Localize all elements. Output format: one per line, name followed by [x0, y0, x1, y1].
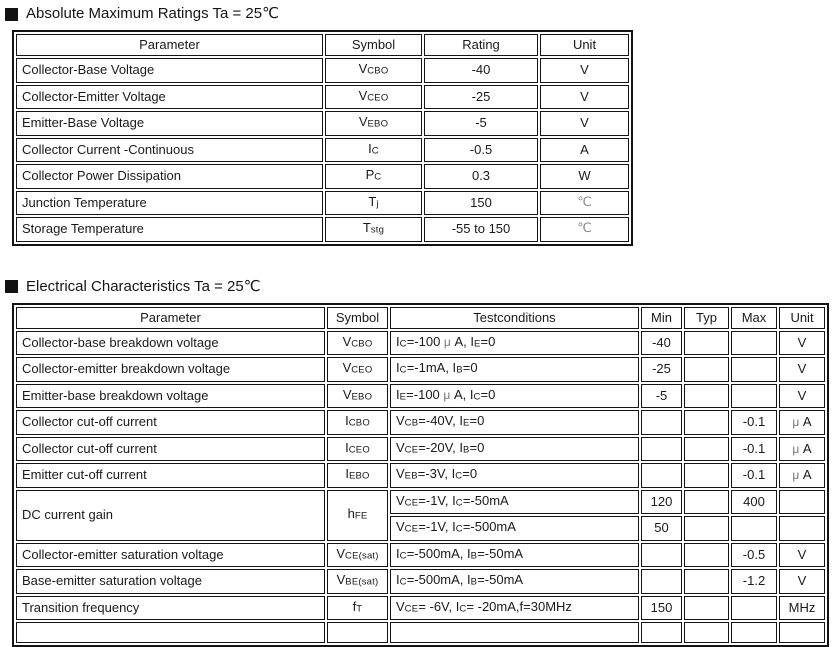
- section-title-text: Electrical Characteristics Ta = 25℃: [26, 278, 261, 296]
- column-header: Testconditions: [390, 307, 639, 329]
- cell: hFE: [327, 490, 388, 541]
- cell: V: [540, 111, 629, 136]
- micro-symbol: μ: [792, 415, 799, 429]
- cell: 400: [731, 490, 777, 515]
- cell: -5: [641, 384, 682, 409]
- subscript: CE: [405, 497, 419, 508]
- subscript: E: [400, 391, 407, 402]
- section-title-text: Absolute Maximum Ratings Ta = 25℃: [26, 5, 279, 23]
- cell: -0.5: [424, 138, 538, 163]
- subscript: BE(sat): [345, 577, 378, 588]
- table-row: [16, 357, 825, 382]
- cell: IC=-100 μ A, IE=0: [390, 331, 639, 356]
- cell: [641, 437, 682, 462]
- table-row: [16, 490, 825, 515]
- cell: [684, 596, 729, 621]
- column-header: Typ: [684, 307, 729, 329]
- cell: VCB=-40V, IE=0: [390, 410, 639, 435]
- subscript: j: [376, 198, 378, 209]
- subscript: E: [474, 338, 481, 349]
- black-square-bullet-icon: [5, 8, 18, 21]
- cell: PC: [325, 164, 422, 189]
- subscript: B: [471, 577, 478, 588]
- cell: V: [779, 543, 825, 568]
- cell: Collector-Emitter Voltage: [16, 85, 323, 110]
- cell: Collector-emitter saturation voltage: [16, 543, 325, 568]
- cell: -5: [424, 111, 538, 136]
- cell: VCE=-20V, IB=0: [390, 437, 639, 462]
- subscript: CE: [405, 444, 419, 455]
- subscript: C: [400, 338, 407, 349]
- cell: A: [540, 138, 629, 163]
- cell: ℃: [540, 191, 629, 216]
- cell: Emitter cut-off current: [16, 463, 325, 488]
- cell: -25: [424, 85, 538, 110]
- cell: μ A: [779, 463, 825, 488]
- cell: [731, 357, 777, 382]
- cell: IE=-100 μ A, IC=0: [390, 384, 639, 409]
- cell: IEBO: [327, 463, 388, 488]
- table-row: [16, 58, 629, 83]
- column-header: Rating: [424, 34, 538, 56]
- cell: -40: [424, 58, 538, 83]
- cell: [731, 384, 777, 409]
- cell: [731, 331, 777, 356]
- cell: -0.1: [731, 437, 777, 462]
- subscript: C: [459, 603, 466, 614]
- table-row: [16, 596, 825, 621]
- subscript: CE: [405, 603, 419, 614]
- cell: [684, 331, 729, 356]
- cell: Collector-emitter breakdown voltage: [16, 357, 325, 382]
- table-row: [16, 569, 825, 594]
- cell: V: [540, 58, 629, 83]
- table-row: [16, 543, 825, 568]
- table-row: [16, 111, 629, 136]
- subscript: FE: [355, 510, 368, 521]
- cell: [684, 490, 729, 515]
- absolute-maximum-ratings-table: [12, 30, 633, 246]
- cell: [731, 596, 777, 621]
- subscript: CB: [405, 418, 419, 429]
- section-electrical-characteristics: [0, 278, 836, 647]
- table-row: [16, 437, 825, 462]
- cell: V: [779, 569, 825, 594]
- subscript: CEO: [367, 92, 388, 103]
- subscript: C: [400, 550, 407, 561]
- cell: [731, 622, 777, 643]
- cell: -0.1: [731, 410, 777, 435]
- column-header: Min: [641, 307, 682, 329]
- cell: -25: [641, 357, 682, 382]
- cell: Emitter-Base Voltage: [16, 111, 323, 136]
- subscript: B: [456, 365, 463, 376]
- table-row: [16, 164, 629, 189]
- cell: ICEO: [327, 437, 388, 462]
- table-row: [16, 410, 825, 435]
- subscript: CBO: [367, 66, 388, 77]
- cell: -0.1: [731, 463, 777, 488]
- subscript: C: [456, 524, 463, 535]
- cell: VCBO: [325, 58, 422, 83]
- cell: [684, 384, 729, 409]
- header-row: [16, 34, 629, 56]
- cell: V: [540, 85, 629, 110]
- column-header: Max: [731, 307, 777, 329]
- cell: -1.2: [731, 569, 777, 594]
- micro-symbol: μ: [792, 468, 799, 482]
- cell: -40: [641, 331, 682, 356]
- cell: Emitter-base breakdown voltage: [16, 384, 325, 409]
- cell: IC: [325, 138, 422, 163]
- cell: [641, 569, 682, 594]
- cell: ICBO: [327, 410, 388, 435]
- cell: DC current gain: [16, 490, 325, 541]
- table-row: [16, 191, 629, 216]
- cell: fT: [327, 596, 388, 621]
- table-row: [16, 217, 629, 242]
- cell: IC=-500mA, IB=-50mA: [390, 543, 639, 568]
- table-row: [16, 331, 825, 356]
- subscript: EBO: [368, 119, 389, 130]
- cell: [641, 463, 682, 488]
- cell: 120: [641, 490, 682, 515]
- subscript: EBO: [352, 391, 373, 402]
- cell: V: [779, 357, 825, 382]
- cell: [684, 622, 729, 643]
- cell: [684, 357, 729, 382]
- subscript: C: [400, 577, 407, 588]
- black-square-bullet-icon: [5, 280, 18, 293]
- column-header: Symbol: [325, 34, 422, 56]
- header-row: [16, 307, 825, 329]
- cell: [16, 622, 325, 643]
- subscript: CE(sat): [345, 550, 379, 561]
- cell: -55 to 150: [424, 217, 538, 242]
- cell: VCE=-1V, IC=-500mA: [390, 516, 639, 541]
- subscript: C: [473, 391, 480, 402]
- cell: [684, 516, 729, 541]
- subscript: CE: [405, 524, 419, 535]
- table-row: [16, 85, 629, 110]
- micro-symbol: μ: [792, 442, 799, 456]
- table-row: [16, 463, 825, 488]
- subscript: CEO: [349, 444, 370, 455]
- cell: IC=-1mA, IB=0: [390, 357, 639, 382]
- cell: [641, 410, 682, 435]
- cell: μ A: [779, 437, 825, 462]
- column-header: Parameter: [16, 307, 325, 329]
- cell: Storage Temperature: [16, 217, 323, 242]
- cell: 0.3: [424, 164, 538, 189]
- section-title: [0, 278, 836, 296]
- cell: Collector cut-off current: [16, 410, 325, 435]
- electrical-characteristics-table: [12, 303, 829, 647]
- cell: VBE(sat): [327, 569, 388, 594]
- cell: [684, 543, 729, 568]
- cell: Base-emitter saturation voltage: [16, 569, 325, 594]
- table-row: [16, 622, 825, 643]
- cell: [779, 622, 825, 643]
- cell: V: [779, 384, 825, 409]
- subscript: B: [463, 444, 470, 455]
- subscript: E: [463, 418, 470, 429]
- cell: VEBO: [327, 384, 388, 409]
- subscript: EBO: [349, 471, 370, 482]
- subscript: C: [455, 471, 462, 482]
- subscript: C: [456, 497, 463, 508]
- subscript: C: [372, 145, 379, 156]
- column-header: Unit: [779, 307, 825, 329]
- cell: IC=-500mA, IB=-50mA: [390, 569, 639, 594]
- cell: [684, 569, 729, 594]
- section-title: [0, 0, 836, 23]
- cell: VEB=-3V, IC=0: [390, 463, 639, 488]
- subscript: CEO: [351, 365, 372, 376]
- subscript: B: [471, 550, 478, 561]
- cell: [641, 543, 682, 568]
- cell: -0.5: [731, 543, 777, 568]
- subscript: T: [356, 603, 362, 614]
- column-header: Parameter: [16, 34, 323, 56]
- cell: Collector-base breakdown voltage: [16, 331, 325, 356]
- cell: VEBO: [325, 111, 422, 136]
- cell: 150: [641, 596, 682, 621]
- cell: ℃: [540, 217, 629, 242]
- cell: VCEO: [327, 357, 388, 382]
- cell: Collector Current -Continuous: [16, 138, 323, 163]
- subscript: stg: [371, 225, 384, 236]
- cell: Junction Temperature: [16, 191, 323, 216]
- table-row: [16, 138, 629, 163]
- subscript: C: [400, 365, 407, 376]
- cell: [731, 516, 777, 541]
- section-absolute-maximum-ratings: [0, 0, 836, 246]
- cell: VCBO: [327, 331, 388, 356]
- cell: VCEO: [325, 85, 422, 110]
- cell: VCE(sat): [327, 543, 388, 568]
- cell: V: [779, 331, 825, 356]
- cell: Collector Power Dissipation: [16, 164, 323, 189]
- cell: 150: [424, 191, 538, 216]
- cell: Transition frequency: [16, 596, 325, 621]
- column-header: Unit: [540, 34, 629, 56]
- cell: VCE= -6V, IC= -20mA,f=30MHz: [390, 596, 639, 621]
- subscript: CBO: [349, 418, 370, 429]
- cell: Tj: [325, 191, 422, 216]
- cell: μ A: [779, 410, 825, 435]
- subscript: C: [374, 172, 381, 183]
- cell: [390, 622, 639, 643]
- cell: Collector cut-off current: [16, 437, 325, 462]
- subscript: CBO: [351, 338, 372, 349]
- cell: [327, 622, 388, 643]
- cell: Tstg: [325, 217, 422, 242]
- cell: [779, 490, 825, 515]
- cell: [779, 516, 825, 541]
- cell: [641, 622, 682, 643]
- cell: W: [540, 164, 629, 189]
- cell: [684, 410, 729, 435]
- cell: MHz: [779, 596, 825, 621]
- cell: 50: [641, 516, 682, 541]
- column-header: Symbol: [327, 307, 388, 329]
- subscript: EB: [405, 471, 418, 482]
- table-row: [16, 384, 825, 409]
- micro-symbol: μ: [444, 335, 451, 349]
- cell: [684, 437, 729, 462]
- cell: VCE=-1V, IC=-50mA: [390, 490, 639, 515]
- cell: Collector-Base Voltage: [16, 58, 323, 83]
- cell: [684, 463, 729, 488]
- micro-symbol: μ: [443, 388, 450, 402]
